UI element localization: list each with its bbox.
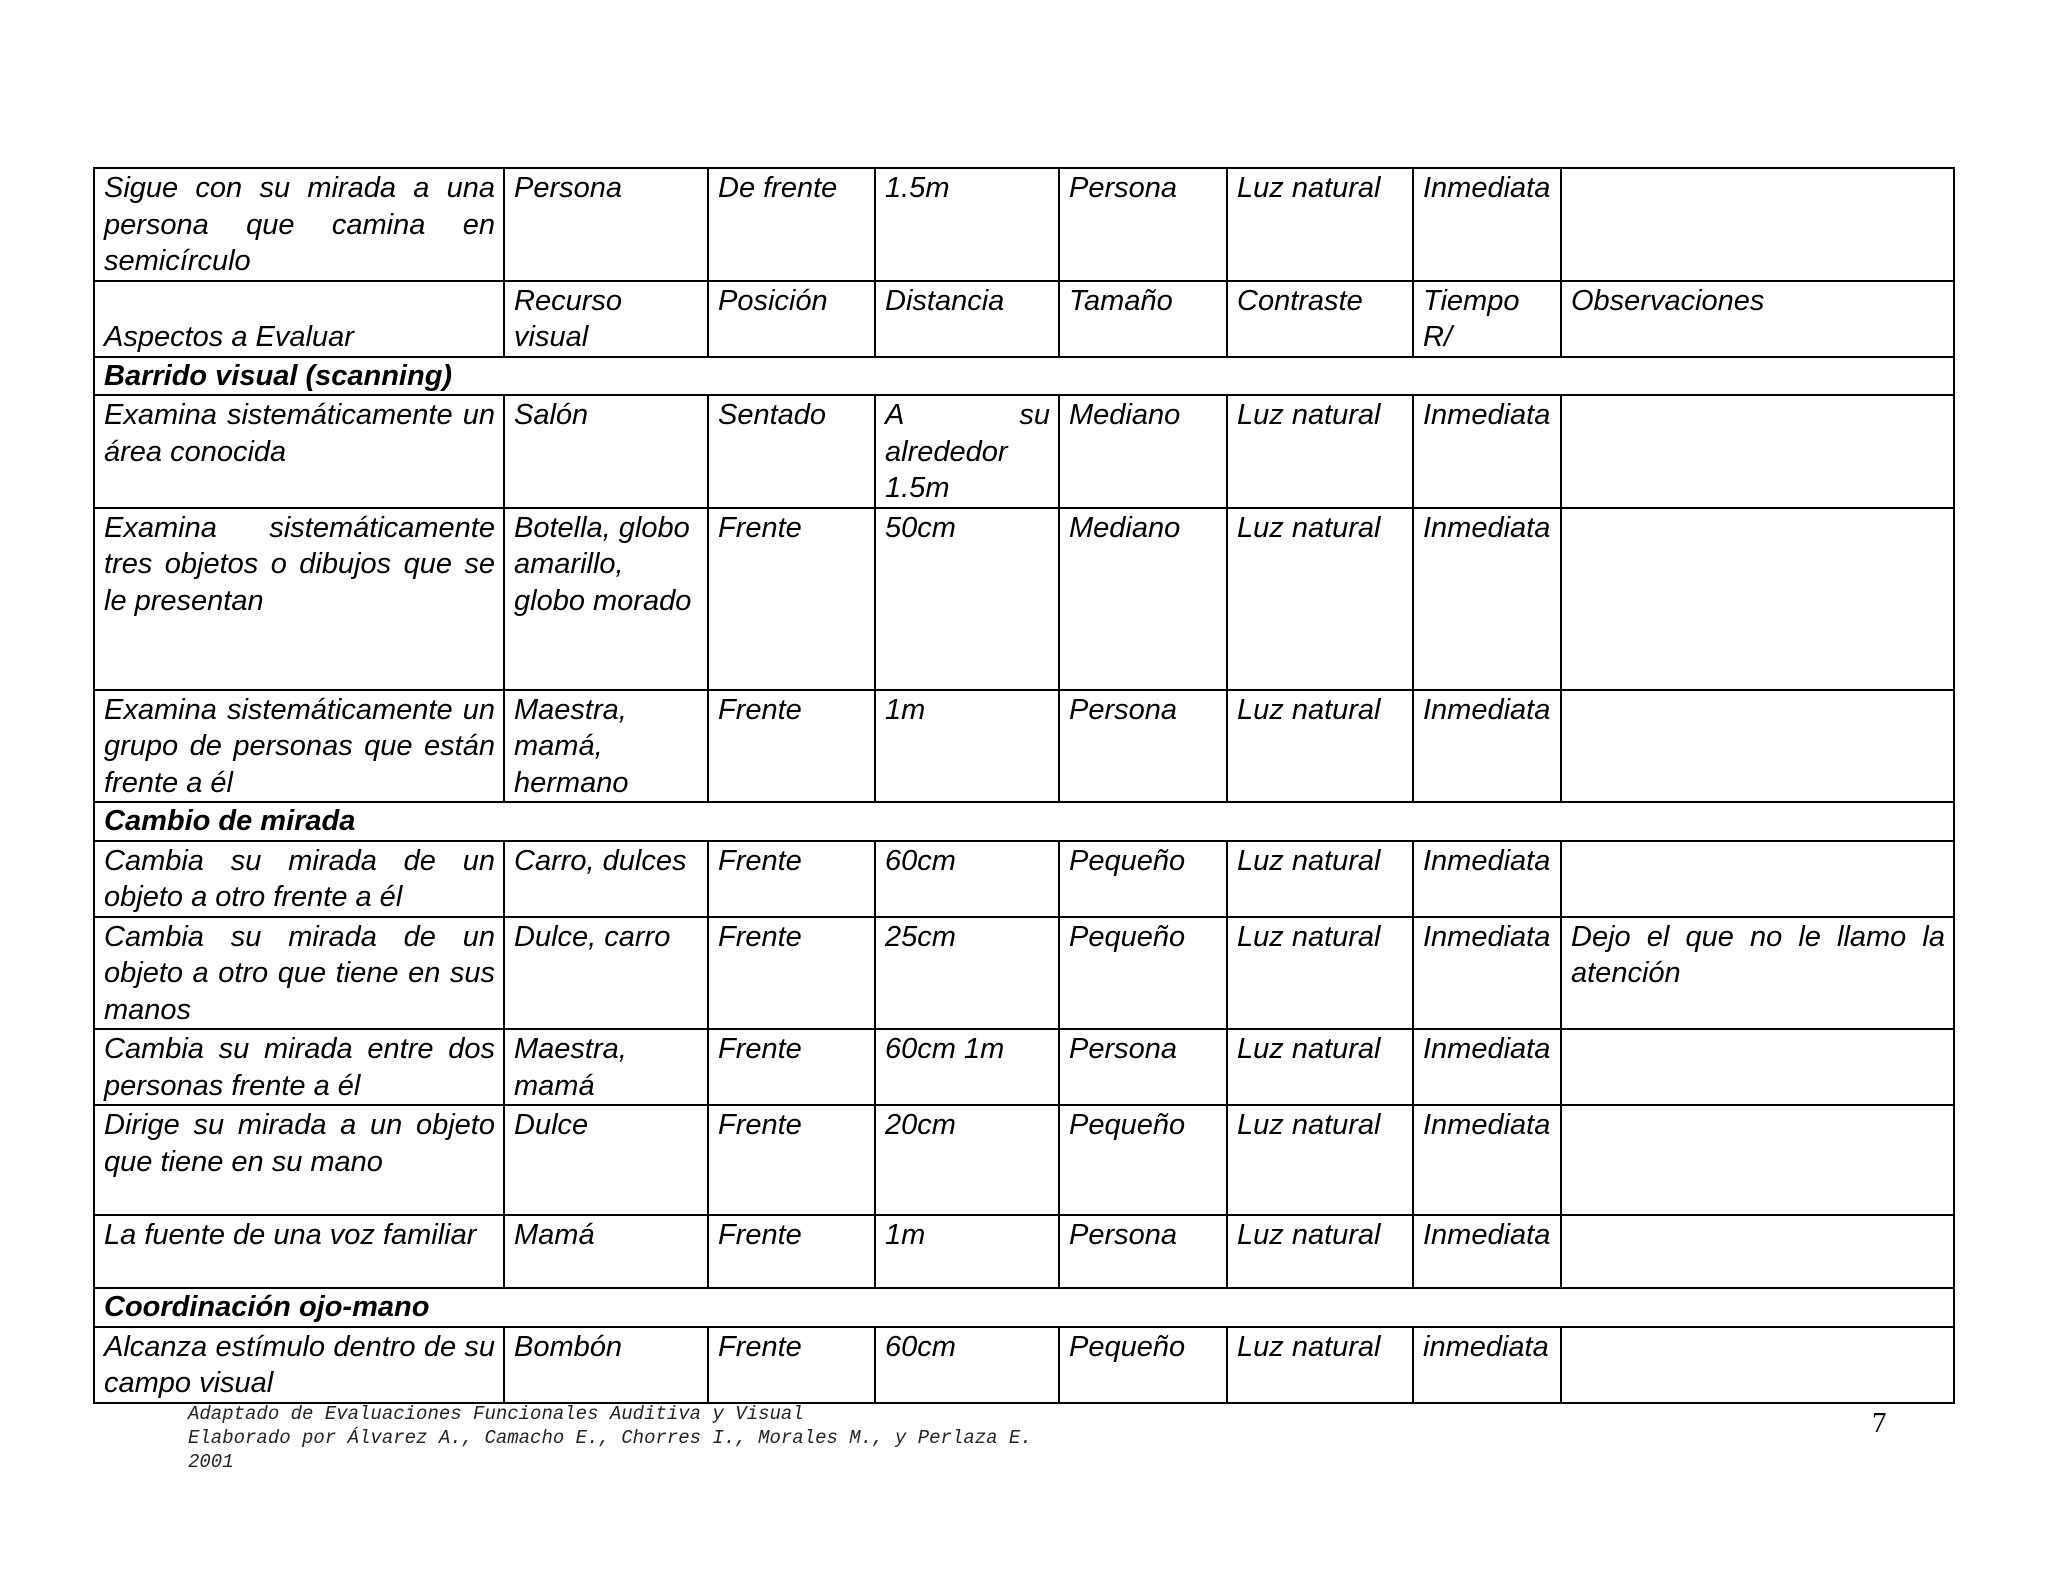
table-cell: 1m [875, 690, 1059, 803]
table-cell: Frente [708, 508, 875, 690]
table-cell [1561, 1327, 1954, 1403]
table-cell: Inmediata [1413, 168, 1561, 281]
table-cell: Inmediata [1413, 1215, 1561, 1288]
table-cell: Bombón [504, 1327, 708, 1403]
header-cell: Tamaño [1059, 281, 1227, 357]
table-cell: Maestra, mamá [504, 1029, 708, 1105]
table-cell: Frente [708, 841, 875, 917]
table-cell: Cambia su mirada entre dos personas frente a él [94, 1029, 504, 1105]
table-cell: Cambia su mirada de un objeto a otro frente a él [94, 841, 504, 917]
table-body [94, 168, 1954, 1403]
table-cell: Mamá [504, 1215, 708, 1288]
table-cell: Inmediata [1413, 508, 1561, 690]
table-cell: Salón [504, 395, 708, 508]
table-cell: Maestra, mamá, hermano [504, 690, 708, 803]
table-cell: Frente [708, 917, 875, 1030]
table-cell: De frente [708, 168, 875, 281]
table-cell: Persona [504, 168, 708, 281]
table-cell: Pequeño [1059, 917, 1227, 1030]
table-cell: 20cm [875, 1105, 1059, 1215]
header-cell: Observaciones [1561, 281, 1954, 357]
header-cell: Tiempo R/ [1413, 281, 1561, 357]
table-cell [1561, 1105, 1954, 1215]
table-cell: Luz natural [1227, 1029, 1413, 1105]
table-row [94, 1105, 1954, 1215]
section-title: Cambio de mirada [94, 802, 1954, 841]
table-cell: Carro, dulces [504, 841, 708, 917]
header-cell: Distancia [875, 281, 1059, 357]
table-cell [1561, 841, 1954, 917]
table-cell: Botella, globo amarillo, globo morado [504, 508, 708, 690]
table-header-row [94, 281, 1954, 357]
table-cell: Cambia su mirada de un objeto a otro que tiene en sus manos [94, 917, 504, 1030]
table-cell [1561, 1215, 1954, 1288]
table-row [94, 917, 1954, 1030]
table-cell: Persona [1059, 1215, 1227, 1288]
table-cell: Mediano [1059, 395, 1227, 508]
table-cell: Inmediata [1413, 690, 1561, 803]
table-cell: Alcanza estímulo dentro de su campo visual [94, 1327, 504, 1403]
table-cell [1561, 508, 1954, 690]
table-cell: Frente [708, 1327, 875, 1403]
table-cell: Luz natural [1227, 917, 1413, 1030]
table-cell: Pequeño [1059, 1105, 1227, 1215]
section-title: Barrido visual (scanning) [94, 357, 1954, 396]
table-cell: 1m [875, 1215, 1059, 1288]
table-cell: 60cm [875, 1327, 1059, 1403]
table-cell: La fuente de una voz familiar [94, 1215, 504, 1288]
table-cell: Luz natural [1227, 1215, 1413, 1288]
table-cell: Examina sistemáticamente tres objetos o dibujos que se le presentan [94, 508, 504, 690]
footer-line-authors: Elaborado por Álvarez A., Camacho E., Chorres I., Morales M., y Perlaza E. [188, 1427, 1032, 1449]
table-cell: Frente [708, 1105, 875, 1215]
table-cell: Sentado [708, 395, 875, 508]
table-cell [1561, 1029, 1954, 1105]
table-cell: Luz natural [1227, 508, 1413, 690]
table-cell: Inmediata [1413, 1029, 1561, 1105]
table-cell: Inmediata [1413, 395, 1561, 508]
table-cell: 60cm [875, 841, 1059, 917]
header-cell: Aspectos a Evaluar [94, 281, 504, 357]
table-row [94, 508, 1954, 690]
table-cell: Dirige su mirada a un objeto que tiene en su mano [94, 1105, 504, 1215]
table-cell [1561, 690, 1954, 803]
table-cell [1561, 168, 1954, 281]
table-cell: Dulce, carro [504, 917, 708, 1030]
table-cell: Inmediata [1413, 1105, 1561, 1215]
table-cell: Luz natural [1227, 841, 1413, 917]
header-cell: Contraste [1227, 281, 1413, 357]
table-row [94, 690, 1954, 803]
evaluation-table-wrapper [93, 167, 1953, 1404]
section-row [94, 802, 1954, 841]
table-cell: Pequeño [1059, 841, 1227, 917]
section-title: Coordinación ojo-mano [94, 1288, 1954, 1327]
table-cell: Luz natural [1227, 1327, 1413, 1403]
table-cell: Luz natural [1227, 690, 1413, 803]
footer-credits [188, 1402, 1032, 1474]
table-cell: Examina sistemáticamente un grupo de personas que están frente a él [94, 690, 504, 803]
table-cell: Persona [1059, 1029, 1227, 1105]
table-cell: inmediata [1413, 1327, 1561, 1403]
table-cell: Frente [708, 1029, 875, 1105]
table-cell: Luz natural [1227, 168, 1413, 281]
table-cell: Frente [708, 1215, 875, 1288]
evaluation-table [93, 167, 1955, 1404]
section-row [94, 1288, 1954, 1327]
table-cell [1561, 395, 1954, 508]
table-cell: Sigue con su mirada a una persona que camina en semicírculo [94, 168, 504, 281]
table-cell: 1.5m [875, 168, 1059, 281]
table-cell: Luz natural [1227, 395, 1413, 508]
header-cell: Posición [708, 281, 875, 357]
section-row [94, 357, 1954, 396]
table-cell: Inmediata [1413, 841, 1561, 917]
table-cell: Examina sistemáticamente un área conocida [94, 395, 504, 508]
table-row [94, 1215, 1954, 1288]
table-row [94, 1327, 1954, 1403]
page-number: 7 [1872, 1407, 1887, 1439]
table-cell: 50cm [875, 508, 1059, 690]
table-cell: Luz natural [1227, 1105, 1413, 1215]
table-row [94, 395, 1954, 508]
table-row [94, 1029, 1954, 1105]
table-cell: A su alrededor 1.5m [875, 395, 1059, 508]
table-cell: Mediano [1059, 508, 1227, 690]
table-cell: Dulce [504, 1105, 708, 1215]
table-cell: 25cm [875, 917, 1059, 1030]
footer-line-source: Adaptado de Evaluaciones Funcionales Auditiva y Visual [188, 1403, 804, 1425]
table-cell: Persona [1059, 690, 1227, 803]
table-cell: 60cm 1m [875, 1029, 1059, 1105]
table-cell: Persona [1059, 168, 1227, 281]
table-row [94, 168, 1954, 281]
footer-line-year: 2001 [188, 1451, 234, 1473]
header-cell: Recurso visual [504, 281, 708, 357]
table-cell: Frente [708, 690, 875, 803]
table-row [94, 841, 1954, 917]
table-cell: Dejo el que no le llamo la atención [1561, 917, 1954, 1030]
table-cell: Inmediata [1413, 917, 1561, 1030]
table-cell: Pequeño [1059, 1327, 1227, 1403]
